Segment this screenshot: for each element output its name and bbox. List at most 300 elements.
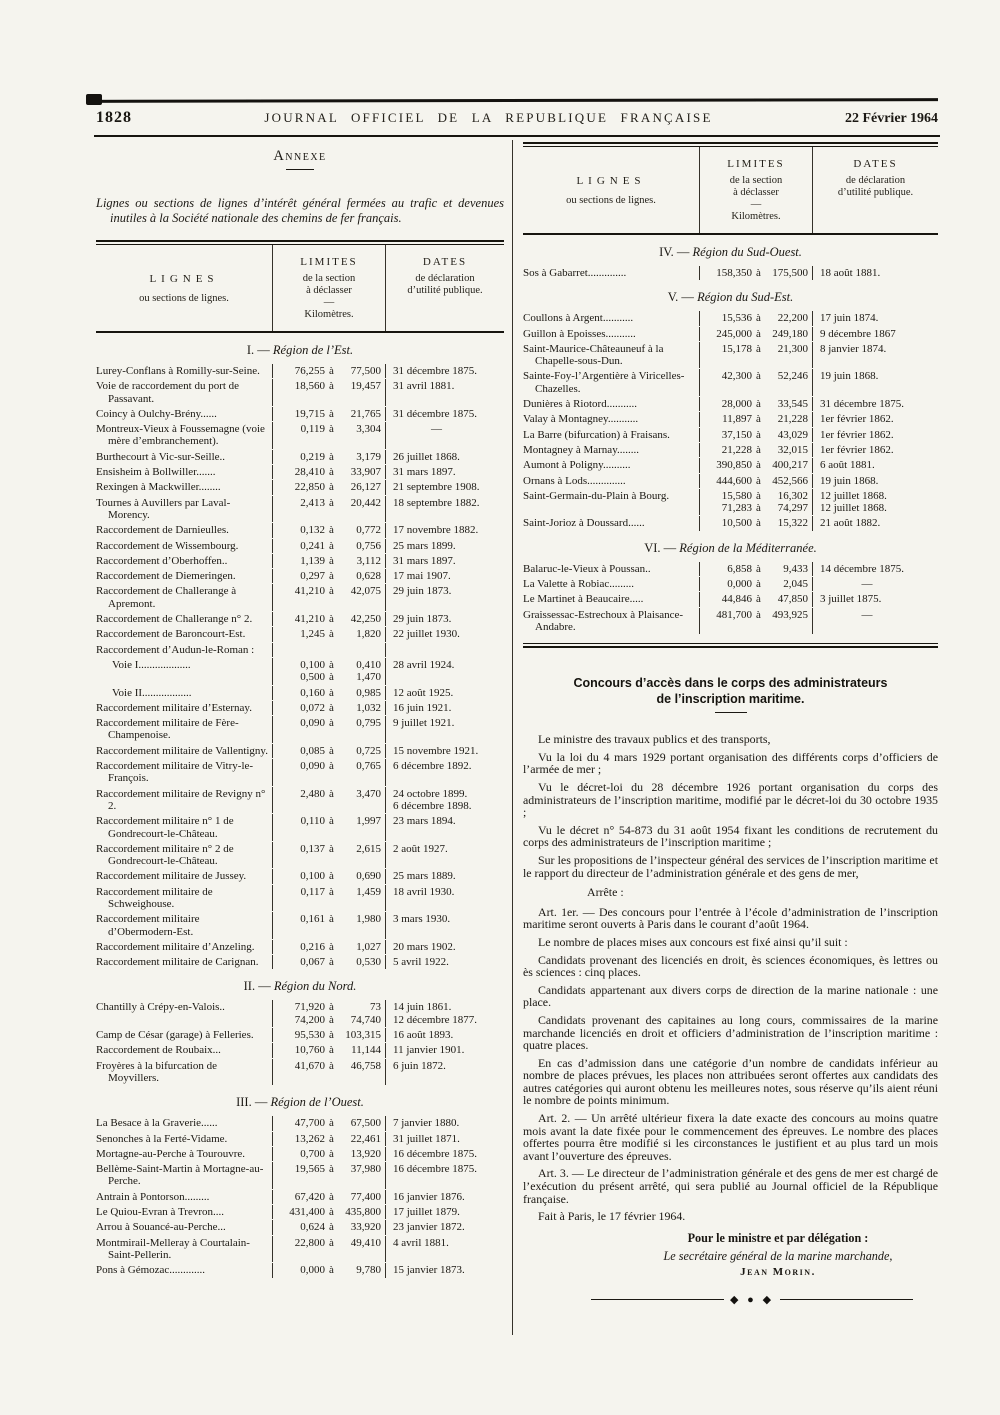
- line-dates: [386, 643, 504, 657]
- line-limits: [272, 643, 386, 657]
- table-sections: [96, 343, 504, 1278]
- limits-value: [277, 702, 381, 714]
- limits-value: [277, 1148, 381, 1160]
- line-dates: [813, 369, 938, 396]
- limit-from: 0,090: [300, 760, 325, 773]
- limits-value: [277, 1014, 381, 1026]
- date-value: 1er février 1862.: [820, 443, 894, 456]
- date-value: —: [861, 578, 873, 591]
- table-row: [96, 422, 504, 449]
- article-title-line2: de l’inscription maritime.: [656, 692, 805, 707]
- line-dates: [386, 658, 504, 685]
- line-name: Raccordement militaire de Vallentigny.: [96, 744, 268, 757]
- line-name: Raccordement de Roubaix...: [96, 1044, 221, 1057]
- section-heading: [96, 1095, 504, 1110]
- limits-value: [704, 398, 808, 410]
- limit-from: 0,000: [300, 1264, 325, 1277]
- table-row: [96, 539, 504, 553]
- section-number: IV. —: [659, 245, 693, 259]
- line-dates: [386, 814, 504, 841]
- lines-table-right: [523, 142, 938, 648]
- line-dates: [386, 701, 504, 715]
- limit-from: 15,580: [721, 489, 752, 502]
- limit-from: 0,700: [300, 1147, 325, 1160]
- limit-separator: à: [329, 539, 334, 552]
- limits-value: [704, 370, 808, 382]
- limit-to: 16,302: [777, 489, 808, 502]
- section-number: V. —: [667, 290, 698, 305]
- limit-from: 22,850: [294, 481, 325, 494]
- limit-separator: à: [756, 489, 761, 502]
- line-limits: [272, 364, 386, 378]
- limit-separator: à: [329, 380, 334, 393]
- limit-to: 0,725: [356, 744, 381, 757]
- table-row: [96, 1147, 504, 1161]
- table-row: [523, 397, 938, 411]
- table-row: [96, 1028, 504, 1042]
- limit-to: 0,756: [356, 539, 381, 552]
- line-limits: [699, 311, 813, 325]
- date-value: —: [861, 608, 873, 621]
- limit-from: 15,536: [721, 312, 752, 325]
- line-limits: [272, 686, 386, 700]
- section-number: VI. —: [644, 540, 680, 555]
- header-line: d’utilité publique.: [837, 187, 914, 198]
- limit-separator: à: [329, 870, 334, 883]
- table-row: [96, 584, 504, 611]
- line-name: Rexingen à Mackwiller........: [96, 481, 221, 494]
- paragraph: Sur les propositions de l’inspecteur général des services de l’inscription maritime et le rapport du directeur de l’administration générale et des gens de mer,: [523, 852, 938, 880]
- limit-to: 67,500: [350, 1117, 381, 1130]
- line-dates: [386, 554, 504, 568]
- line-limits: [272, 523, 386, 537]
- line-dates: [813, 577, 938, 591]
- line-dates: [386, 1263, 504, 1277]
- line-dates: [813, 443, 938, 457]
- limits-value: [277, 1221, 381, 1233]
- date-value: 29 juin 1873.: [393, 585, 452, 598]
- date-value: 5 avril 1922.: [393, 956, 449, 969]
- line-limits: [272, 1059, 386, 1086]
- line-limits: [699, 266, 813, 280]
- line-dates: [386, 716, 504, 743]
- limit-separator: à: [329, 940, 334, 953]
- limits-value: [277, 1060, 381, 1072]
- limits-value: [277, 585, 381, 597]
- date-value: 1er février 1862.: [820, 428, 894, 441]
- line-limits: [699, 412, 813, 426]
- limit-separator: à: [329, 407, 334, 420]
- paragraph: Le ministre des travaux publics et des transports,: [538, 732, 771, 747]
- limit-separator: à: [756, 517, 761, 530]
- limits-value: [277, 570, 381, 582]
- limits-value: [704, 413, 808, 425]
- date-value: 19 juin 1868.: [820, 370, 879, 383]
- line-name: Coincy à Oulchy-Brény......: [96, 407, 217, 420]
- limit-from: 15,178: [721, 342, 752, 355]
- limit-separator: à: [329, 1117, 334, 1130]
- date-value: 21 septembre 1908.: [393, 481, 480, 494]
- limits-value: [704, 517, 808, 529]
- limit-from: 41,670: [294, 1059, 325, 1072]
- header-line: d’utilité publique.: [407, 285, 483, 296]
- header-line: —: [750, 199, 762, 210]
- table-row: [96, 787, 504, 814]
- table-row: [96, 1205, 504, 1219]
- limit-from: 41,210: [294, 613, 325, 626]
- date-value: 24 octobre 1899.: [393, 787, 468, 800]
- line-dates: [386, 364, 504, 378]
- limit-separator: à: [756, 413, 761, 426]
- date-value: 31 avril 1881.: [393, 380, 455, 393]
- limit-from: 47,700: [294, 1117, 325, 1130]
- limits-value: [277, 956, 381, 968]
- line-limits: [699, 458, 813, 472]
- limit-to: 1,459: [356, 885, 381, 898]
- line-dates: [386, 1028, 504, 1042]
- date-value: 12 juillet 1868.: [820, 502, 887, 515]
- table-row: [96, 744, 504, 758]
- line-limits: [272, 554, 386, 568]
- table-row: [96, 912, 504, 939]
- line-name: Le Martinet à Beaucaire.....: [523, 593, 644, 606]
- date-value: 3 juillet 1875.: [820, 593, 882, 606]
- line-limits: [272, 627, 386, 641]
- date-value: 16 décembre 1875.: [393, 1147, 477, 1160]
- limit-separator: à: [329, 585, 334, 598]
- line-limits: [272, 407, 386, 421]
- line-name: Bellème-Saint-Martin à Mortagne-au-Perche.: [96, 1163, 264, 1188]
- line-dates: [386, 940, 504, 954]
- limits-value: [277, 497, 381, 509]
- paragraph: Candidats provenant des licenciés en droit, ès sciences économiques, ès lettres ou ès sciences : cinq places.: [523, 952, 938, 980]
- limit-from: 0,624: [300, 1221, 325, 1234]
- limit-to: 0,985: [356, 686, 381, 699]
- table-row: [523, 592, 938, 606]
- date-value: 29 juin 1873.: [393, 613, 452, 626]
- limits-value: [704, 328, 808, 340]
- limit-from: 0,000: [727, 578, 752, 591]
- table-header: [96, 245, 504, 333]
- limit-separator: à: [756, 459, 761, 472]
- issue-date: 22 Février 1964: [844, 111, 938, 126]
- date-value: 17 juin 1874.: [820, 312, 879, 325]
- limit-to: 49,410: [350, 1236, 381, 1249]
- limit-from: 28,000: [721, 398, 752, 411]
- table-row: [96, 658, 504, 685]
- limit-to: 1,820: [356, 628, 381, 641]
- header-line: de la section: [729, 175, 783, 186]
- limit-separator: à: [329, 658, 334, 671]
- line-name: Voie de raccordement du port de Passavant.: [96, 380, 240, 405]
- date-value: 8 janvier 1874.: [820, 342, 887, 355]
- limit-from: 390,850: [716, 459, 752, 472]
- date-value: 17 novembre 1882.: [393, 524, 479, 537]
- line-name: Arrou à Souancé-au-Perche...: [96, 1221, 226, 1234]
- paragraph: Vu le décret n° 54-873 du 31 août 1954 fixant les conditions de recrutement du corps des administrateurs de l’inscription maritime ;: [523, 822, 938, 850]
- limit-separator: à: [329, 1001, 334, 1014]
- limit-separator: à: [329, 365, 334, 377]
- limit-to: 19,457: [350, 380, 381, 393]
- date-value: 2 août 1927.: [393, 842, 448, 855]
- line-dates: [386, 539, 504, 553]
- limit-from: 22,800: [294, 1236, 325, 1249]
- table-row: [96, 1043, 504, 1057]
- limits-value: [277, 481, 381, 493]
- line-limits: [699, 327, 813, 341]
- limit-separator: à: [329, 423, 334, 436]
- limit-from: 0,085: [300, 744, 325, 757]
- date-value: 16 janvier 1876.: [393, 1190, 465, 1203]
- limit-to: 46,758: [350, 1059, 381, 1072]
- date-value: 31 mars 1897.: [393, 466, 456, 479]
- line-dates: [386, 584, 504, 611]
- date-value: 9 juillet 1921.: [393, 717, 455, 730]
- line-name: Montmirail-Melleray à Courtalain-Saint-Pellerin.: [96, 1236, 250, 1261]
- line-dates: [386, 1236, 504, 1263]
- date-value: 23 janvier 1872.: [393, 1221, 465, 1234]
- line-dates: [813, 489, 938, 516]
- date-value: —: [431, 423, 442, 436]
- line-dates: [813, 311, 938, 325]
- line-limits: [272, 1162, 386, 1189]
- line-limits: [272, 744, 386, 758]
- limits-value: [277, 1117, 381, 1129]
- signature-name: Jean Morin.: [740, 1265, 816, 1278]
- table-header-col-3: [386, 245, 504, 331]
- line-limits: [699, 397, 813, 411]
- annexe-rule: [286, 169, 314, 170]
- line-limits: [272, 1190, 386, 1204]
- line-limits: [272, 1132, 386, 1146]
- limit-from: 13,262: [294, 1132, 325, 1145]
- table-row: [523, 412, 938, 426]
- line-limits: [272, 422, 386, 449]
- line-name: Ornans à Lods..............: [523, 474, 626, 487]
- date-value: 18 septembre 1882.: [393, 496, 480, 509]
- line-name: Voie I...................: [112, 658, 191, 671]
- table-header-col-3: [813, 147, 938, 233]
- limit-from: 71,920: [294, 1001, 325, 1014]
- article-title: [523, 675, 938, 713]
- line-name: Raccordement de Diemeringen.: [96, 570, 236, 583]
- line-name: Montreux-Vieux à Foussemagne (voie mère d’embranchement).: [96, 423, 265, 448]
- limits-value: [277, 524, 381, 536]
- line-limits: [699, 428, 813, 442]
- table-row: [96, 940, 504, 954]
- line-dates: [386, 569, 504, 583]
- limits-value: [277, 870, 381, 882]
- line-dates: [386, 842, 504, 869]
- table-row: [523, 443, 938, 457]
- line-limits: [699, 592, 813, 606]
- limit-separator: à: [329, 1163, 334, 1176]
- table-row: [523, 489, 938, 516]
- limit-separator: à: [329, 554, 334, 567]
- paragraph: Candidats provenant des capitaines au long cours, commissaires de la marine marchande licenciés en droit et officiers d’administration de l’inscription maritime : quatre places.: [523, 1012, 938, 1053]
- limit-to: 0,410: [356, 658, 381, 671]
- limit-to: 3,179: [356, 450, 381, 463]
- annexe-intro: Lignes ou sections de lignes d’intérêt général fermées au trafic et devenues inutiles à la Société nationale des chemins de fer français.: [96, 196, 504, 225]
- limit-from: 11,897: [722, 413, 752, 426]
- paragraph: Art. 3. — Le directeur de l’administration générale et des gens de mer est chargé de l’exécution du présent arrêté, qui sera publié au Journal officiel de la République française.: [523, 1166, 938, 1206]
- limit-from: 0,161: [300, 913, 325, 926]
- limit-from: 0,241: [300, 539, 325, 552]
- date-value: 31 juillet 1871.: [393, 1132, 460, 1145]
- date-value: 20 mars 1902.: [393, 940, 456, 953]
- section-number: I. —: [246, 343, 273, 357]
- limit-separator: à: [329, 1013, 334, 1026]
- limit-to: 22,461: [350, 1132, 381, 1145]
- table-row: [96, 1263, 504, 1277]
- limit-from: 95,530: [294, 1029, 325, 1042]
- limit-from: 19,565: [294, 1163, 325, 1176]
- line-limits: [272, 1028, 386, 1042]
- line-dates: [386, 496, 504, 523]
- limit-to: 13,920: [350, 1147, 381, 1160]
- line-limits: [272, 787, 386, 814]
- limit-to: 43,029: [777, 428, 808, 441]
- line-limits: [272, 940, 386, 954]
- paragraph: Vu le décret-loi du 28 décembre 1926 portant organisation du corps des administrateurs de l’inscription maritime, modifié par le décret-loi du 30 octobre 1935 ;: [523, 780, 938, 820]
- line-limits: [272, 1220, 386, 1234]
- limit-separator: à: [756, 398, 761, 411]
- limit-from: 0,500: [300, 671, 325, 684]
- line-name: Raccordement de Challerange n° 2.: [96, 613, 253, 626]
- table-row: [96, 554, 504, 568]
- limit-to: 1,032: [356, 701, 381, 714]
- page-number: 1828: [96, 109, 132, 126]
- table-row: [523, 516, 938, 530]
- limit-from: 0,067: [300, 956, 325, 969]
- limit-to: 0,530: [356, 956, 381, 969]
- date-value: 17 mai 1907.: [393, 570, 451, 583]
- limits-value: [277, 408, 381, 420]
- line-name: Raccordement militaire d’Obermodern-Est.: [96, 913, 200, 938]
- section-number: II. —: [243, 979, 274, 994]
- line-name: Raccordement militaire de Jussey.: [96, 870, 247, 883]
- table-row: [96, 496, 504, 523]
- date-value: 6 juin 1872.: [393, 1059, 446, 1072]
- limit-to: 47,850: [777, 593, 808, 606]
- limit-to: 21,228: [777, 413, 808, 426]
- header-line: Kilomètres.: [304, 309, 354, 320]
- line-limits: [272, 1205, 386, 1219]
- line-limits: [272, 842, 386, 869]
- limit-separator: à: [756, 502, 761, 515]
- line-dates: [386, 686, 504, 700]
- line-dates: [386, 379, 504, 406]
- line-limits: [272, 1000, 386, 1027]
- limit-separator: à: [329, 815, 334, 828]
- line-dates: [386, 1116, 504, 1130]
- limits-value: [704, 563, 808, 575]
- line-name: Montagney à Marnay........: [523, 443, 639, 456]
- line-limits: [272, 912, 386, 939]
- limit-from: 41,210: [294, 585, 325, 598]
- limit-separator: à: [329, 671, 334, 684]
- limit-separator: à: [329, 466, 334, 479]
- line-dates: [386, 1059, 504, 1086]
- masthead: [96, 109, 938, 127]
- header-line: de déclaration: [845, 175, 906, 186]
- table-header: [523, 147, 938, 235]
- limit-separator: à: [329, 1147, 334, 1160]
- date-value: 12 août 1925.: [393, 686, 454, 699]
- limit-to: 249,180: [772, 327, 808, 340]
- date-value: 16 août 1893.: [393, 1029, 454, 1042]
- limit-to: 2,615: [356, 842, 381, 855]
- limit-from: 0,110: [300, 815, 325, 828]
- paragraph: Art. 2. — Un arrêté ultérieur fixera la date exacte des concours au moins quatre mois avant la date fixée pour le commencement des épreuves. Le nombre des places offertes pourra être modifié si les circonstances le justifient et au plus tard un mois avant l’ouverture des épreuves.: [523, 1111, 938, 1163]
- limit-separator: à: [329, 1029, 334, 1042]
- limit-separator: à: [329, 760, 334, 773]
- limit-to: 77,400: [350, 1190, 381, 1203]
- line-dates: [386, 627, 504, 641]
- limits-value: [277, 659, 381, 671]
- line-limits: [699, 608, 813, 635]
- limits-value: [277, 687, 381, 699]
- limit-from: 158,350: [716, 267, 752, 279]
- limit-to: 1,980: [356, 913, 381, 926]
- limits-value: [277, 628, 381, 640]
- limits-value: [277, 613, 381, 625]
- table-row: [96, 759, 504, 786]
- article-title-rule: [715, 712, 747, 713]
- table-row: [96, 716, 504, 743]
- limit-separator: à: [756, 593, 761, 606]
- limit-from: 431,400: [289, 1206, 325, 1219]
- table-row: [523, 342, 938, 369]
- line-name: Sainte-Foy-l’Argentière à Viricelles-Chazelles.: [523, 370, 685, 395]
- table-row: [523, 474, 938, 488]
- header-line: LIMITES: [727, 158, 785, 170]
- limit-from: 44,846: [721, 593, 752, 606]
- limit-from: 10,500: [721, 517, 752, 530]
- line-name: Raccordement militaire n° 2 de Gondrecourt-le-Château.: [96, 842, 234, 868]
- date-value: 16 décembre 1875.: [393, 1163, 477, 1176]
- line-name: Raccordement de Baroncourt-Est.: [96, 628, 246, 641]
- line-dates: [386, 787, 504, 814]
- table-header-col-1: [96, 245, 272, 331]
- date-value: 19 juin 1868.: [820, 474, 879, 487]
- line-limits: [699, 562, 813, 576]
- limits-value: [704, 475, 808, 487]
- paragraph: Fait à Paris, le 17 février 1964.: [538, 1209, 686, 1224]
- line-dates: [813, 397, 938, 411]
- line-name: Saint-Germain-du-Plain à Bourg.: [523, 489, 670, 502]
- table-row: [96, 686, 504, 700]
- table-row: [96, 701, 504, 715]
- table-row: [96, 643, 504, 657]
- line-name: Raccordement de Darnieulles.: [96, 524, 229, 537]
- line-name: Voie II..................: [112, 686, 192, 699]
- limits-value: [704, 502, 808, 514]
- table-row: [523, 562, 938, 576]
- limits-value: [277, 1001, 381, 1013]
- line-dates: [386, 1000, 504, 1027]
- limits-value: [277, 1029, 381, 1041]
- table-row: [96, 1059, 504, 1086]
- limit-separator: à: [329, 717, 334, 730]
- limits-value: [277, 1133, 381, 1145]
- paragraph: Art. 1er. — Des concours pour l’entrée à l’école d’administration de l’inscription maritime seront ouverts à Paris dans le courant d’août 1964.: [523, 904, 938, 932]
- table-row: [523, 458, 938, 472]
- date-value: 3 mars 1930.: [393, 913, 451, 926]
- date-value: 4 avril 1881.: [393, 1236, 449, 1249]
- limit-to: 0,628: [356, 570, 381, 583]
- line-dates: [813, 428, 938, 442]
